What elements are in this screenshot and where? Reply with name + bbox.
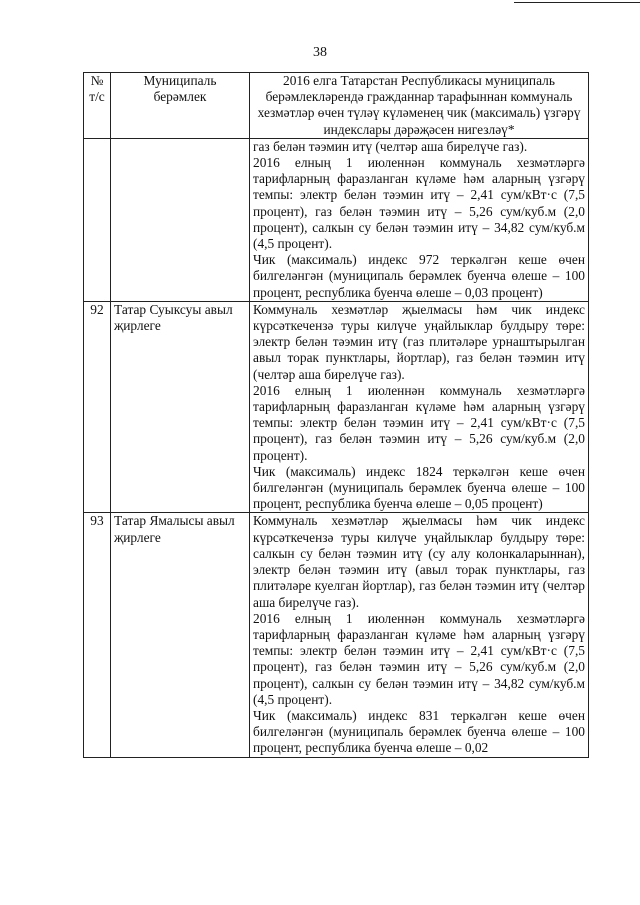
header-description: [250, 73, 589, 139]
paragraph: Чик (максималь) индекс 1824 теркәлгән кеше өчен билгеләнгән (муниципаль берәмлек буенча өлеше – 100 процент, республика буенча өлеше – 0,05 процент): [253, 463, 585, 512]
header-municipality-label: Муниципаль берәмлек: [143, 73, 217, 105]
row-number: 92: [84, 301, 111, 513]
paragraph: 2016 елның 1 июленнән коммуналь хезмәтләргә тарифларның фаразланган күләме һәм аларның үзгәрү темпы: электр белән тәэмин итү – 2,41 сум/кВт·с (7,5 процент), газ белән тәэмин итү – 5,26 сум/куб.м (2,0 процент), салкын су белән тәэмин итү – 34,82 сум/куб.м (4,5 процент).: [253, 610, 585, 707]
row-municipality: Татар Ямалысы авыл җирлеге: [111, 513, 250, 757]
municipal-index-table: [83, 72, 589, 758]
row-number: 93: [84, 513, 111, 757]
table-row: [84, 301, 589, 513]
row-municipality: Татар Суыксуы авыл җирлеге: [111, 301, 250, 513]
paragraph: 2016 елның 1 июленнән коммуналь хезмәтләргә тарифларның фаразланган күләме һәм аларның үзгәрү темпы: электр белән тәэмин итү – 2,41 сум/кВт·с (7,5 процент), газ белән тәэмин итү – 5,26 сум/куб.м (2,0 процент).: [253, 382, 585, 463]
table-header-row: [84, 73, 589, 139]
paragraph: Чик (максималь) индекс 972 теркәлгән кеше өчен билгеләнгән (муниципаль берәмлек буенча өлеше – 100 процент, республика буенча өлеше – 0,03 процент): [253, 252, 585, 300]
header-description-label: 2016 елга Татарстан Республикасы муниципаль берәмлекләрендә гражданнар тарафыннан коммуналь хезмәтләр өчен түләү күләменең чик (максималь) үзгәрү индекслары дәрәҗәсен нигезләү*: [257, 73, 581, 137]
table-row: [84, 138, 589, 301]
header-number: [84, 73, 111, 139]
header-municipality: [111, 73, 250, 139]
page-number: 38: [313, 45, 327, 60]
row-description: [250, 513, 589, 757]
paragraph: газ белән тәэмин итү (челтәр аша бирелүче газ).: [253, 138, 528, 154]
paragraph: 2016 елның 1 июленнән коммуналь хезмәтләргә тарифларның фаразланган күләме һәм аларның үзгәрү темпы: электр белән тәэмин итү – 2,41 сум/кВт·с (7,5 процент), газ белән тәэмин итү – 5,26 сум/куб.м (2,0 процент), салкын су белән тәэмин итү – 34,82 сум/куб.м (4,5 процент).: [253, 155, 585, 252]
paragraph: Чик (максималь) индекс 831 теркәлгән кеше өчен билгеләнгән (муниципаль берәмлек буенча өлеше – 100 процент, республика буенча өлеше – 0,02: [253, 707, 585, 756]
row-number: [84, 138, 111, 301]
top-rule: [514, 2, 640, 3]
paragraph: Коммуналь хезмәтләр җыелмасы һәм чик индекс күрсәткечензә туры килүче уңайлыклар булдыру төре: салкын су белән тәэмин итү (су алу колонкаларыннан), электр белән тәэмин итү (авыл торак пунктлары, газ плитәләре куелган йортлар), газ белән тәэмин итү (челтәр аша бирелүче газ).: [253, 513, 585, 610]
paragraph: Коммуналь хезмәтләр җыелмасы һәм чик индекс күрсәткечензә туры килүче уңайлыклар булдыру төре: электр белән тәэмин итү (газ плитәләре урнаштырылган авыл торак пунктлары, йортлар), газ белән тәэмин итү (челтәр аша бирелүче газ).: [253, 301, 585, 382]
row-description: [250, 301, 589, 513]
row-description: [250, 138, 589, 301]
table-row: [84, 513, 589, 757]
row-municipality: [111, 138, 250, 301]
header-number-label: № т/с: [89, 73, 105, 105]
